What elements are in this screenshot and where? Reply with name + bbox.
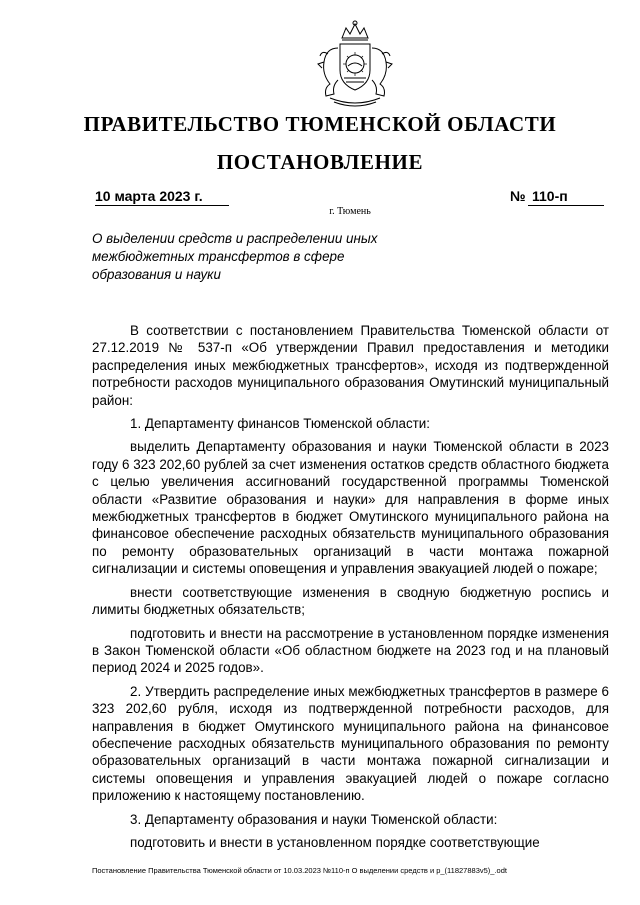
number-sign: №	[510, 188, 526, 204]
body-paragraph: подготовить и внести на рассмотрение в установленном порядке изменения в Закон Тюменской области «Об областном бюджете на 2023 год и на плановый период 2024 и 2025 годов».	[92, 625, 609, 676]
body-paragraph: 1. Департаменту финансов Тюменской области:	[130, 416, 430, 432]
body-paragraph: подготовить и внести в установленном порядке соответствующие	[130, 834, 540, 850]
city-label: г. Тюмень	[329, 206, 371, 217]
body-paragraph: выделить Департаменту образования и науки Тюменской области в 2023 году 6 323 202,60 рублей за счет изменения остатков средств областного бюджета с целью увеличения ассигнований государственной программы Тюменской области «Развитие образования и науки» для направления в форме иных межбюджетных трансфертов в бюджет Омутинского муниципального района на финансовое обеспечение расходных обязательств муниципального образования по ремонту образовательных организаций в части монтажа пожарной сигнализации и системы оповещения и управления эвакуацией людей о пожаре;	[92, 439, 609, 577]
government-title: ПРАВИТЕЛЬСТВО ТЮМЕНСКОЙ ОБЛАСТИ	[83, 112, 557, 136]
body-paragraph: 2. Утвердить распределение иных межбюджетных трансфертов в размере 6 323 202,60 рубля, исходя из подтвержденной потребности расходов, для направления в бюджет Омутинского муниципального района на финансовое обеспечение расходных обязательств муниципального образования по ремонту образовательных организаций в части монтажа пожарной сигнализации и системы оповещения и управления эвакуацией людей о пожаре согласно приложению к настоящему постановлению.	[92, 683, 609, 804]
document-subject: О выделении средств и распределении иных межбюджетных трансфертов в сфере образования и науки	[92, 231, 378, 282]
document-number: 110-п	[528, 188, 604, 206]
document-body	[92, 322, 609, 857]
document-date: 10 марта 2023 г.	[95, 188, 229, 206]
page-footer: Постановление Правительства Тюменской области от 10.03.2023 №110-п О выделении средств и р_(11827883v5)_.odt	[92, 866, 507, 875]
body-paragraph: 3. Департаменту образования и науки Тюменской области:	[130, 811, 498, 827]
document-type-title: ПОСТАНОВЛЕНИЕ	[216, 150, 424, 174]
body-paragraph: внести соответствующие изменения в сводную бюджетную роспись и лимиты бюджетных обязательств;	[92, 584, 609, 618]
coat-of-arms-icon	[312, 18, 398, 110]
body-paragraph: В соответствии с постановлением Правительства Тюменской области от 27.12.2019 № 537-п «Об утверждении Правил предоставления и методики распределения иных межбюджетных трансфертов», исходя из подтвержденной потребности расходов муниципального образования Омутинский муниципальный район:	[92, 323, 609, 408]
